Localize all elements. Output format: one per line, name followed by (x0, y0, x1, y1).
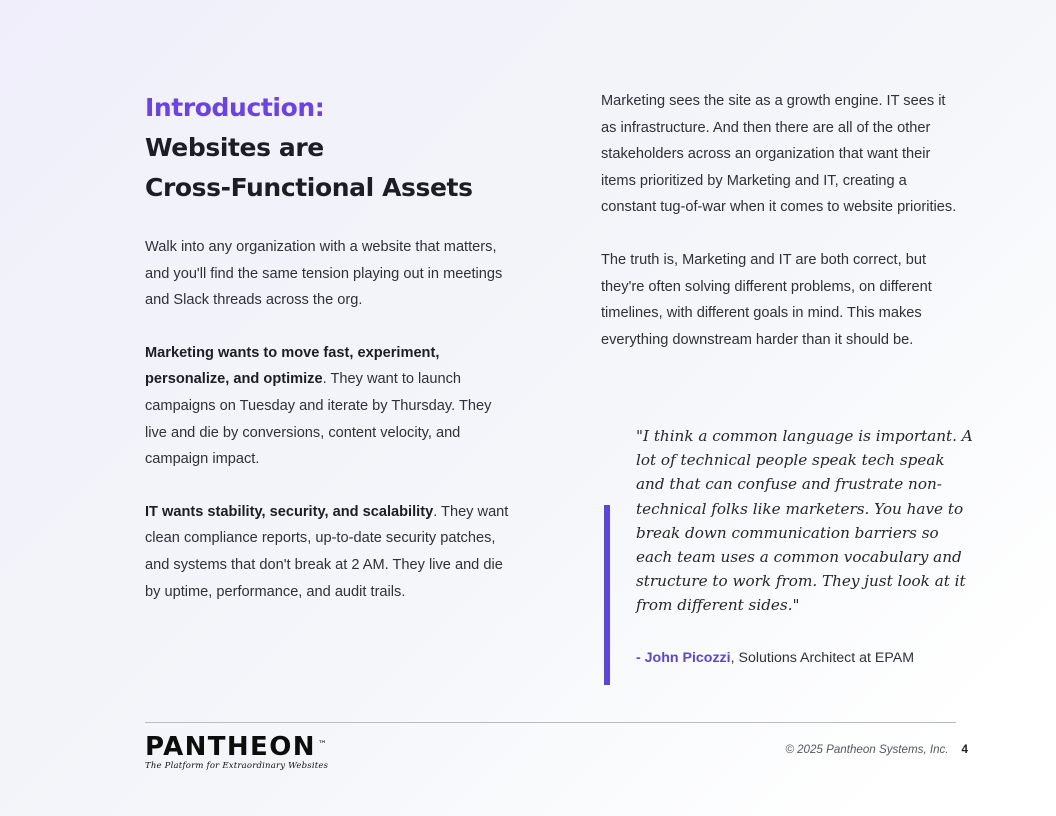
footer-meta (785, 743, 968, 756)
right-paragraph-1: Marketing sees the site as a growth engine. IT sees it as infrastructure. And then there are all of the other stakeholders across an organization that want their items prioritized by Marketing and IT, creating a constant tug-of-war when it comes to website priorities. (601, 93, 957, 216)
quote-body (601, 424, 973, 668)
left-paragraph-3-rest: . They want clean compliance reports, up-to-date security patches, and systems that don't break at 2 AM. They live and die by uptime, performance, and audit trails. (145, 503, 509, 600)
page-number: 4 (961, 743, 968, 756)
left-paragraph-2 (145, 340, 517, 473)
left-paragraph-1: Walk into any organization with a website that matters, and you'll find the same tension playing out in meetings and Slack threads across the org. (145, 239, 503, 309)
quote-attribution (636, 618, 973, 668)
pull-quote (601, 424, 973, 668)
quote-attribution-name: - John Picozzi (636, 649, 731, 666)
logo-wordmark (145, 733, 325, 761)
footer-divider (145, 722, 956, 723)
logo-wordmark-text: PANTHEON (145, 732, 316, 762)
heading-line-1: Websites are (145, 133, 324, 162)
left-paragraph-2-rest: . They want to launch campaigns on Tuesday and iterate by Thursday. They live and die by conversions, content velocity, and campaign impact. (145, 371, 492, 468)
left-paragraph-2-lead: Marketing wants to move fast, experiment, personalize, and optimize (145, 344, 440, 388)
trademark-icon: ™ (317, 740, 327, 750)
quote-attribution-role: , Solutions Architect at EPAM (730, 649, 915, 666)
heading-line-2: Cross-Functional Assets (145, 173, 473, 202)
pantheon-logo (145, 732, 329, 772)
left-paragraph-3 (145, 499, 517, 605)
quote-text: "I think a common language is important. A lot of technical people speak tech speak and that can confuse and frustrate non-technical folks like marketers. You have to break down communication barriers so each team uses a common vocabulary and structure to work from. They just look at it from different sides." (636, 427, 973, 615)
right-paragraph-2: The truth is, Marketing and IT are both correct, but they're often solving different problems, on different timelines, with different goals in mind. This makes everything downstream harder than it should be. (601, 251, 932, 348)
copyright-text: © 2025 Pantheon Systems, Inc. (785, 743, 949, 756)
left-paragraph-3-lead: IT wants stability, security, and scalability (145, 503, 434, 520)
logo-tagline: The Platform for Extraordinary Websites (145, 761, 329, 771)
right-column (601, 88, 963, 353)
heading-kicker: Introduction: (145, 93, 325, 122)
left-column (145, 88, 517, 605)
